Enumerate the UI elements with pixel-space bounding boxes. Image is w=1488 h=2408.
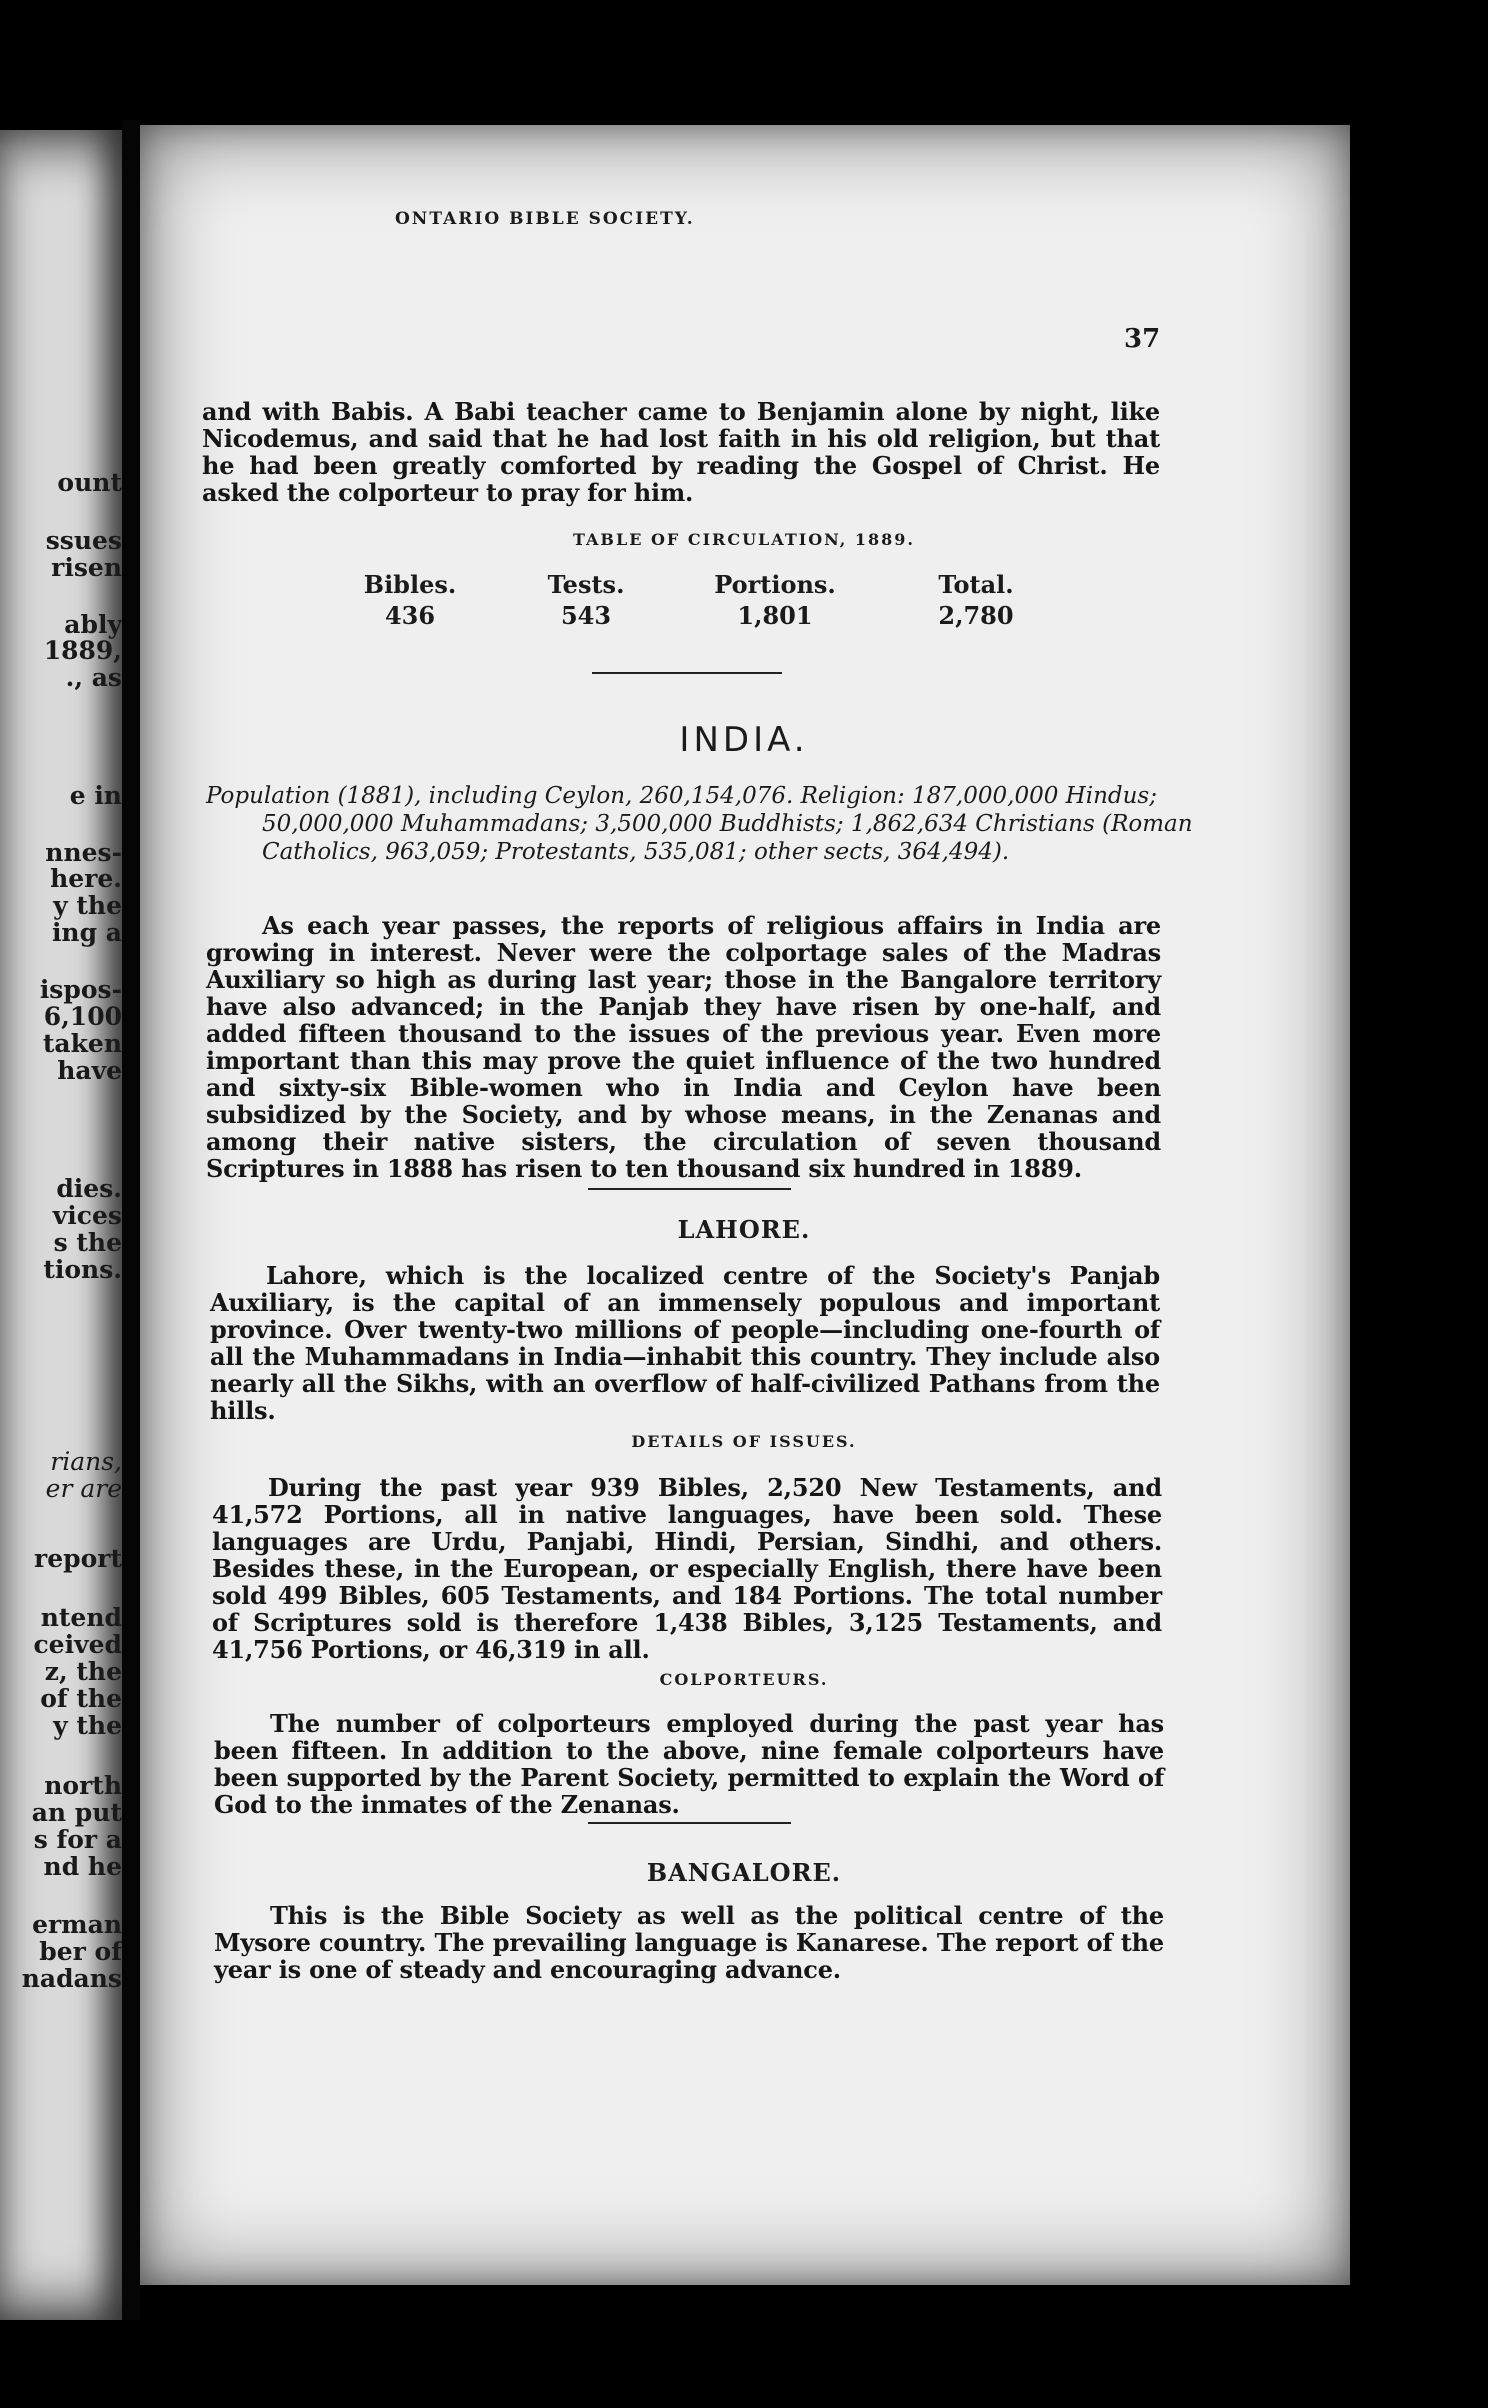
details-heading: DETAILS OF ISSUES. <box>631 1432 857 1451</box>
column-label: Total. <box>938 570 1014 599</box>
left-page-text-fragment: nd he <box>43 1852 122 1881</box>
details-paragraph: During the past year 939 Bibles, 2,520 New Testaments, and 41,572 Portions, all in native languages, have been sold. These languages are Urdu, Panjabi, Hindi, Persian, Sindhi, and others. Besides these, in the European, or especially English, there have been sold 499 Bibles, 605 Testaments, and 184 Portions. The total number of Scriptures sold is therefore 1,438 Bibles, 3,125 Testaments, and 41,756 Portions, or 46,319 in all. <box>212 1473 1162 1664</box>
opening-paragraph: and with Babis. A Babi teacher came to Benjamin alone by night, like Nicodemus, and said that he had lost faith in his old religion, but that he had been greatly comforted by reading the Gospel of Christ. He asked the colporteur to pray for him. <box>202 397 1160 507</box>
left-page-text-fragment: y the <box>53 1711 122 1740</box>
bangalore-paragraph: This is the Bible Society as well as the political centre of the Mysore country. The prevailing language is Kanarese. The report of the year is one of steady and encouraging advance. <box>214 1901 1164 1984</box>
section-divider <box>592 672 782 674</box>
running-head: ONTARIO BIBLE SOCIETY. <box>395 209 695 229</box>
colporteurs-heading: COLPORTEURS. <box>659 1670 829 1689</box>
india-population-note: Population (1881), including Ceylon, 260,154,076. Religion: 187,000,000 Hindus; 50,000,000 Muhammadans; 3,500,000 Buddhists; 1,862,634 Christians (Roman Catholics, 963,059; Protestants, 535,081; other sects, 364,494). <box>206 783 1193 865</box>
circulation-column-bibles <box>330 570 490 630</box>
left-page-text-fragment: nnes- <box>45 838 122 867</box>
left-page-text-fragment: ., as <box>65 663 122 692</box>
left-page-text-fragment: 6,100 <box>43 1002 122 1031</box>
left-page-text-fragment: ably <box>64 610 122 639</box>
section-divider <box>588 1822 791 1824</box>
left-page-text-fragment: ount <box>57 468 122 497</box>
lahore-heading: LAHORE. <box>677 1215 811 1244</box>
circulation-heading: TABLE OF CIRCULATION, 1889. <box>572 530 915 549</box>
left-page-text-fragment: ispos- <box>39 975 122 1004</box>
left-page-text-fragment: vices <box>52 1201 122 1230</box>
left-page-text-fragment: ntend <box>40 1603 122 1632</box>
left-page-text-fragment: e in <box>69 781 122 810</box>
column-label: Portions. <box>714 570 836 599</box>
column-label: Bibles. <box>363 570 457 599</box>
left-page-text-fragment: tions. <box>43 1255 122 1284</box>
left-page-text-fragment: erman <box>32 1910 122 1939</box>
lahore-paragraph: Lahore, which is the localized centre of the Society's Panjab Auxiliary, is the capital of an immensely populous and important province. Over twenty-two millions of people—including one-fourth of all the Muhammadans in India—inhabit this country. They include also nearly all the Sikhs, with an overflow of half-civilized Pathans from the hills. <box>210 1261 1160 1425</box>
circulation-column-portions <box>695 570 855 630</box>
column-value: 543 <box>560 601 612 630</box>
left-page-text-fragment: of the <box>40 1684 122 1713</box>
column-label: Tests. <box>547 570 625 599</box>
left-page-text-fragment: s the <box>53 1228 122 1257</box>
section-divider <box>588 1188 791 1190</box>
column-value: 436 <box>384 601 436 630</box>
bangalore-heading: BANGALORE. <box>646 1858 842 1887</box>
column-value: 1,801 <box>737 601 813 630</box>
left-page-text-fragment: z, the <box>44 1657 122 1686</box>
left-page-text-fragment: dies. <box>56 1174 122 1203</box>
left-page-text-fragment: have <box>57 1056 122 1085</box>
left-page-text-fragment: nadans <box>21 1964 122 1993</box>
left-page-text-fragment: taken <box>42 1029 122 1058</box>
left-page-text-fragment: ssues <box>45 526 122 555</box>
left-page-text-fragment: ceived <box>33 1630 122 1659</box>
left-page-text-fragment: ber of <box>39 1937 122 1966</box>
left-page-text-fragment: er are <box>45 1474 122 1503</box>
left-page-text-fragment: rians, <box>50 1447 122 1476</box>
circulation-column-tests <box>506 570 666 630</box>
left-page-text-fragment: an put <box>31 1798 122 1827</box>
column-value: 2,780 <box>938 601 1014 630</box>
left-page-text-fragment: 1889, <box>43 636 122 665</box>
left-page-text-fragment: report <box>34 1544 122 1573</box>
left-page-text-fragment: risen <box>51 553 122 582</box>
circulation-column-total <box>896 570 1056 630</box>
left-page-text-fragment: s for a <box>33 1825 122 1854</box>
left-page-text-fragment: north <box>44 1771 122 1800</box>
india-paragraph: As each year passes, the reports of religious affairs in India are growing in interest. Never were the colportage sales of the Madras Auxiliary so high as during last year; those in the Bangalore territory have also advanced; in the Panjab they have risen by one-half, and added fifteen thousand to the issues of the previous year. Even more important than this may prove the quiet influence of the two hundred and sixty-six Bible-women who in India and Ceylon have been subsidized by the Society, and by whose means, in the Zenanas and among their native sisters, the circulation of seven thousand Scriptures in 1888 has risen to ten thousand six hundred in 1889. <box>206 911 1161 1183</box>
left-page-text-fragment: here. <box>50 864 122 893</box>
page-number: 37 <box>1124 324 1161 354</box>
india-heading: INDIA. <box>679 720 809 760</box>
left-page-text-fragment: ing a <box>51 918 122 947</box>
colporteurs-paragraph: The number of colporteurs employed during the past year has been fifteen. In addition to the above, nine female colporteurs have been supported by the Parent Society, permitted to explain the Word of God to the inmates of the Zenanas. <box>214 1709 1164 1819</box>
left-page-text-fragment: y the <box>53 891 122 920</box>
